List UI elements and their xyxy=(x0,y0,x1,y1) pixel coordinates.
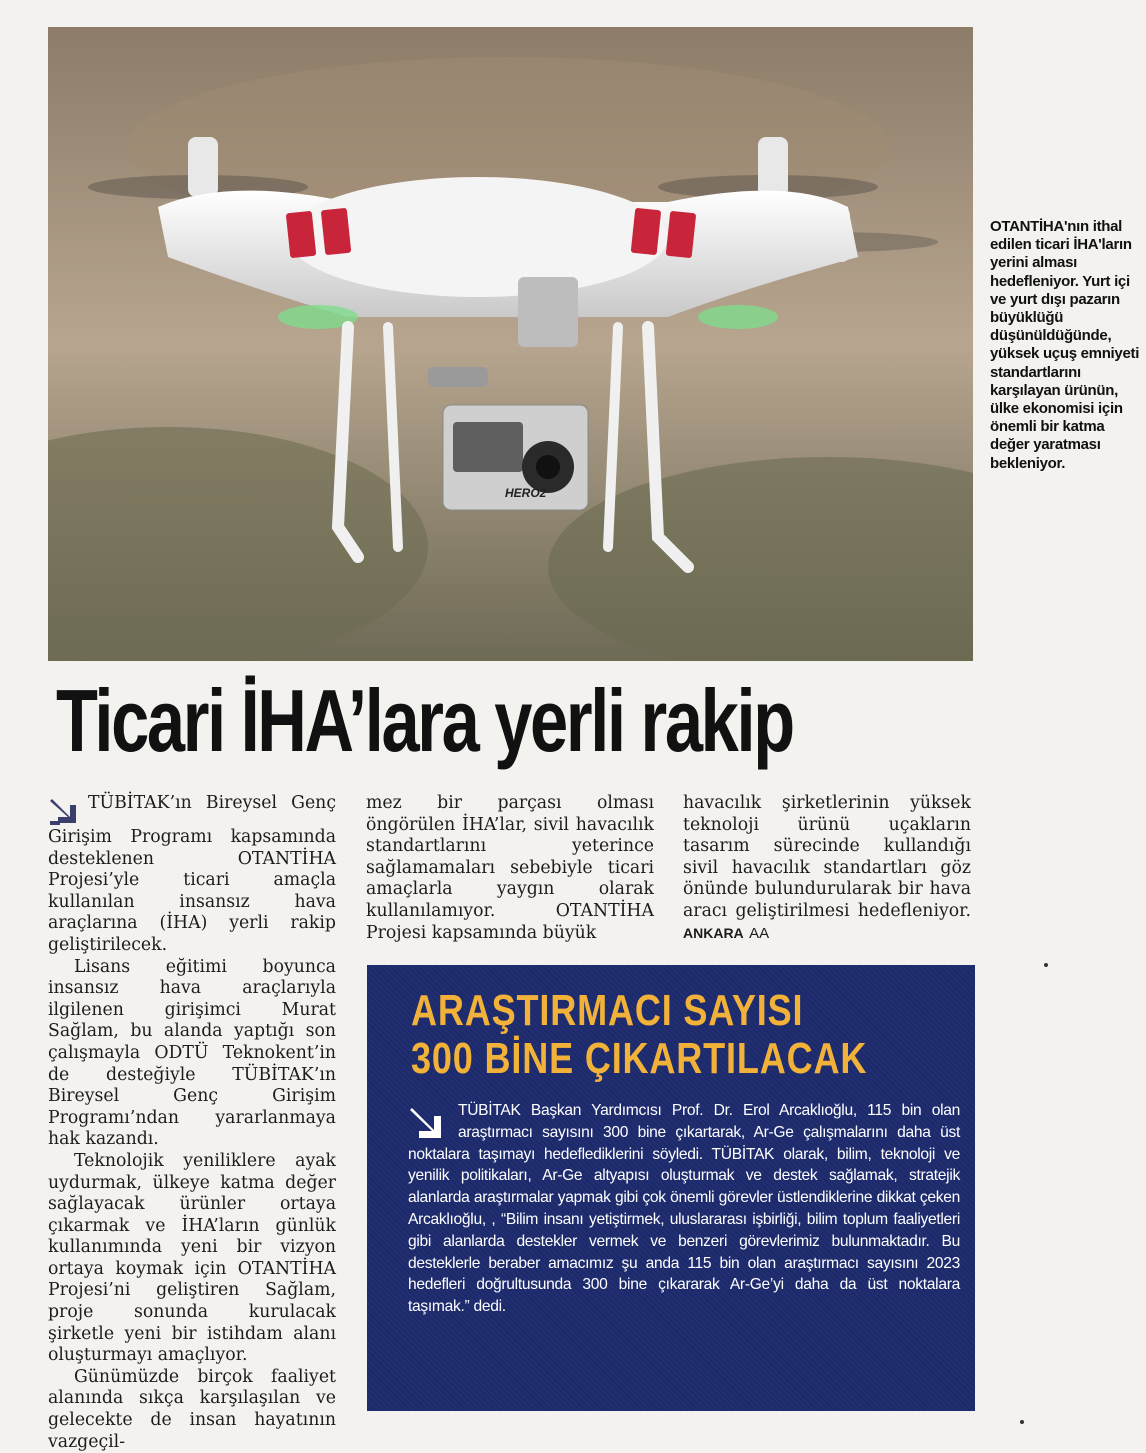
article-col3-p1 xyxy=(683,793,971,944)
box-title-line-2: 300 BİNE ÇIKARTILACAK xyxy=(411,1034,868,1083)
article-col2-p1: mez bir parçası olması öngörülen İHA’lar, sivil havacılık standartlarını yeterince sağlamamaları sebebiyle ticari amaçlarla yaygın olarak kullanılamıyor. OTANTİHA Projesi kapsamında büyük xyxy=(366,793,654,943)
box-title-line-1: ARAŞTIRMACI SAYISI xyxy=(411,986,804,1035)
article-col1-p4: Günümüzde birçok faaliyet alanında sıkça karşılaşılan ve gelecekte de insan hayatının vazgeçil- xyxy=(48,1366,336,1452)
sidebar-box xyxy=(367,965,975,1411)
article-col3-text: havacılık şirketlerinin yüksek teknoloji ürünü uçakların tasarım sürecinde kullandığı sivil havacılık standartları göz önünde bulundurularak bir hava aracı geliştirilmesi hedefleniyor. xyxy=(683,793,971,921)
arrow-down-right-icon xyxy=(408,1102,448,1142)
article-paragraph-1 xyxy=(48,793,336,957)
arrow-down-right-icon xyxy=(48,793,82,827)
box-body xyxy=(408,1100,960,1318)
article-col1-p1: TÜBİTAK’ın Bireysel Genç Girişim Programı kapsamında desteklenen OTANTİHA Projesi’yle ticari amaçla kullanılan insansız hava araçlarına (İHA) yerli rakip geliştirilecek. xyxy=(48,793,336,955)
article-column-3 xyxy=(683,793,971,944)
drone-illustration xyxy=(48,27,973,661)
article-col1-p2: Lisans eğitimi boyunca insansız hava araçlarıyla ilgilenen girişimci Murat Sağlam, bu alanda yaptığı son çalışmayla ODTÜ Teknokent’in de desteğiyle TÜBİTAK’ın Bireysel Genç Girişim Programı’ndan yararlanmaya hak kazandı. xyxy=(48,956,336,1150)
box-body-text: TÜBİTAK Başkan Yardımcısı Prof. Dr. Erol Arcaklıoğlu, 115 bin olan araştırmacı sayısını 300 bine çıkartarak, Ar-Ge çalışmalarını daha üst noktalara taşımayı hedeflediklerini söyledi. TÜBİTAK olarak, bilim, teknoloji ve yenilik politikaları, Ar-Ge altyapısı oluşturmak ve destek sağlamak, stratejik alanlarda araştırmalar yapmak gibi çok önemli görevler üstlendiklerine dikkat çeken Arcaklıoğlu, , “Bilim insanı yetiştirmek, uluslararası işbirliği, bilim toplum faaliyetleri gibi alanlarda destekler vermek ve benzeri görevlerimiz bulunmaktadır. Bu desteklerle beraber amacımız şu anda 115 bin olan araştırmacı sayısını 2023 hedefleri doğrultusunda 300 bine çıkararak Ar-Ge’yi daha da üst noktalara taşımak.” dedi. xyxy=(408,1102,960,1316)
byline-source: AA xyxy=(749,924,770,942)
drone-photo xyxy=(48,27,973,661)
print-speck xyxy=(1044,963,1048,967)
article-column-2 xyxy=(366,793,654,944)
byline-place: ANKARA xyxy=(683,924,744,941)
print-speck xyxy=(1020,1420,1024,1424)
article-column-1 xyxy=(48,793,336,1453)
box-title xyxy=(411,986,868,1083)
camera-label: HERO2 xyxy=(505,486,547,500)
article-col1-p3: Teknolojik yeniliklere ayak uydurmak, ülkeye katma değer sağlayacak ürünler ortaya çıkarmak ve İHA’ların günlük kullanımında yeni bir vizyon ortaya koymak için OTANTİHA Projesi’ni geliştiren Sağlam, proje sonunda kurulacak şirketle yeni bir istihdam alanı oluşturmayı amaçlıyor. xyxy=(48,1150,336,1366)
photo-caption: OTANTİHA'nın ithal edilen ticari İHA'ların yerini alması hedefleniyor. Yurt içi ve yurt dışı pazarın büyüklüğü düşünüldüğünde, yüksek uçuş emniyeti standartlarını karşılayan ürünün, ülke ekonomisi için önemli bir katma değer yaratması bekleniyor. xyxy=(990,218,1140,472)
headline: Ticari İHA’lara yerli rakip xyxy=(56,671,793,770)
